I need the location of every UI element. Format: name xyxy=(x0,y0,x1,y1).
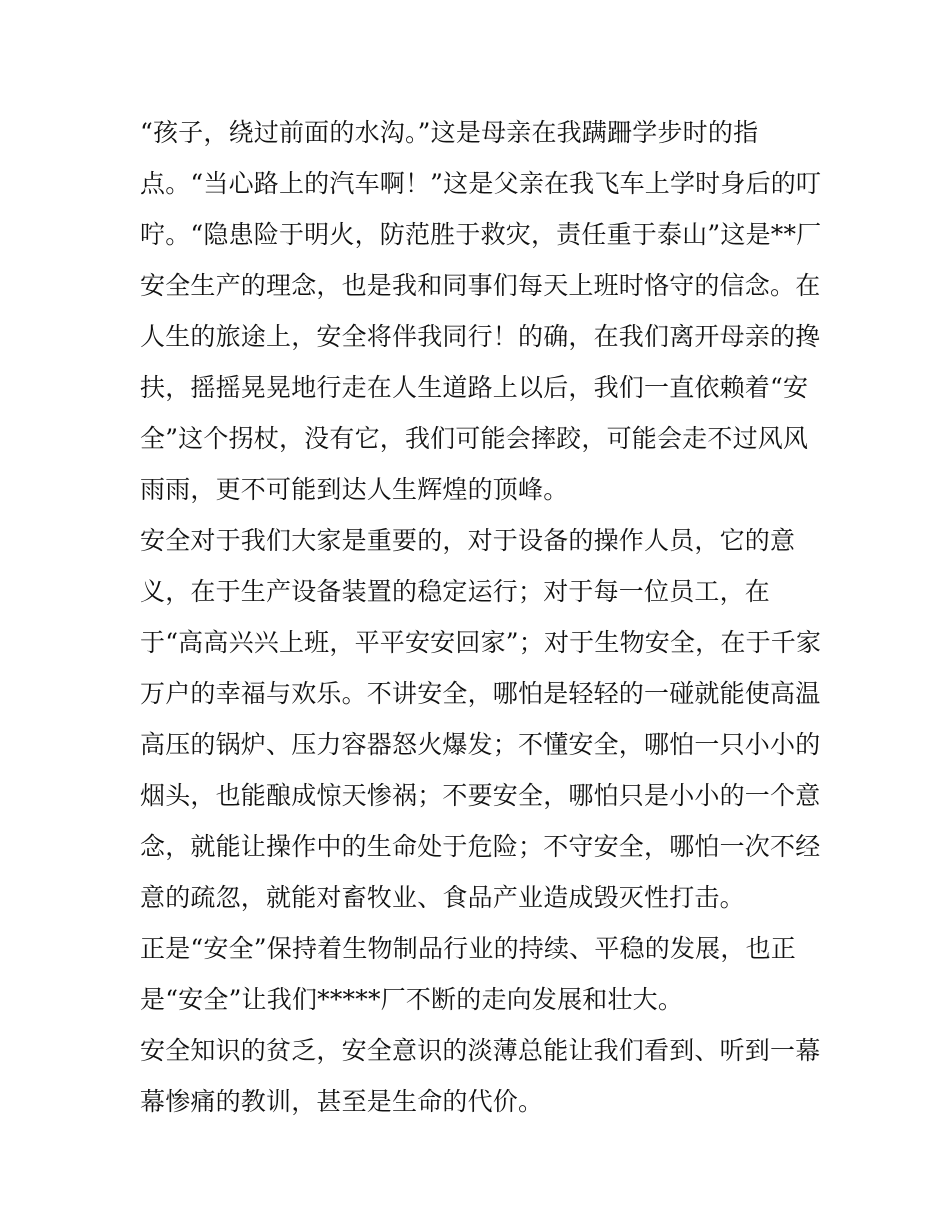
text-line: 安全知识的贫乏，安全意识的淡薄总能让我们看到、听到一幕 xyxy=(140,1036,821,1065)
text-line: 扶，摇摇晃晃地行走在人生道路上以后，我们一直依赖着“安 xyxy=(140,373,809,402)
text-line: 义，在于生产设备装置的稳定运行；对于每一位员工，在 xyxy=(140,577,771,606)
text-line: 正是“安全”保持着生物制品行业的持续、平稳的发展，也正 xyxy=(140,934,796,963)
text-line: 是“安全”让我们*****厂不断的走向发展和壮大。 xyxy=(140,985,684,1014)
text-line: 烟头，也能酿成惊天惨祸；不要安全，哪怕只是小小的一个意 xyxy=(140,781,821,810)
text-line: 安全生产的理念，也是我和同事们每天上班时恪守的信念。在 xyxy=(140,271,821,300)
paragraph-4 xyxy=(140,1025,820,1127)
text-line: 全”这个拐杖，没有它，我们可能会摔跤，可能会走不过风风 xyxy=(140,424,809,453)
text-line: 点。“当心路上的汽车啊！”这是父亲在我飞车上学时身后的叮 xyxy=(140,169,822,198)
text-line: 咛。“隐患险于明火，防范胜于救灾，责任重于泰山”这是**厂 xyxy=(140,220,822,249)
text-line: 于“高高兴兴上班，平平安安回家”；对于生物安全，在于千家 xyxy=(140,628,822,657)
text-line: 高压的锅炉、压力容器怒火爆发；不懂安全，哪怕一只小小的 xyxy=(140,730,821,759)
text-line: 雨雨，更不可能到达人生辉煌的顶峰。 xyxy=(140,475,569,504)
text-line: 念，就能让操作中的生命处于危险；不守安全，哪怕一次不经 xyxy=(140,832,821,861)
document-body xyxy=(140,107,820,1127)
paragraph-3 xyxy=(140,923,820,1025)
text-line: 幕惨痛的教训，甚至是生命的代价。 xyxy=(140,1087,544,1116)
paragraph-2 xyxy=(140,515,820,923)
text-line: 安全对于我们大家是重要的，对于设备的操作人员，它的意 xyxy=(140,526,796,555)
paragraph-1 xyxy=(140,107,820,515)
text-line: 人生的旅途上，安全将伴我同行！的确，在我们离开母亲的搀 xyxy=(140,322,821,351)
text-line: 万户的幸福与欢乐。不讲安全，哪怕是轻轻的一碰就能使高温 xyxy=(140,679,821,708)
text-line: “孩子，绕过前面的水沟。”这是母亲在我蹒跚学步时的指 xyxy=(140,118,759,147)
text-line: 意的疏忽，就能对畜牧业、食品产业造成毁灭性打击。 xyxy=(140,883,745,912)
